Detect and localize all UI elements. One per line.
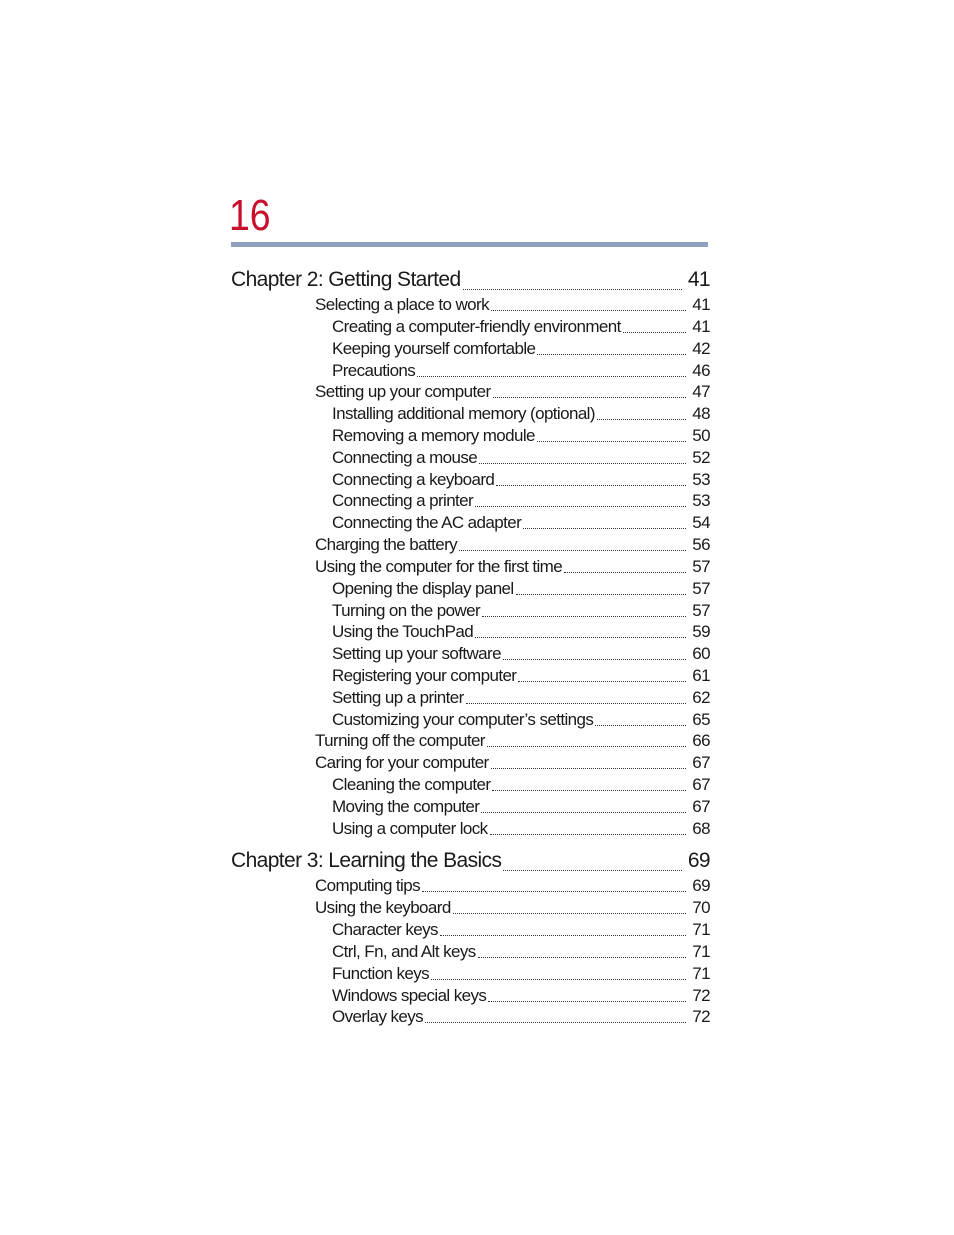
toc-entry[interactable] <box>332 470 710 490</box>
dot-leader <box>482 616 686 617</box>
toc-entry-page: 52 <box>692 448 710 467</box>
toc-entry-title: Character keys <box>332 920 438 939</box>
dot-leader <box>523 528 686 529</box>
toc-entry-title: Charging the battery <box>315 535 458 554</box>
toc-entry-page: 59 <box>692 622 710 641</box>
toc-entry-title: Using the keyboard <box>315 898 451 917</box>
toc-entry-title: Connecting a printer <box>332 491 474 510</box>
dot-leader <box>488 1001 686 1002</box>
toc-entry-page: 72 <box>692 986 710 1005</box>
toc-entry-title: Turning on the power <box>332 601 481 620</box>
toc-entry[interactable] <box>332 426 710 446</box>
toc-entry-page: 53 <box>692 491 710 510</box>
toc-entry-page: 41 <box>692 317 710 336</box>
dot-leader <box>564 572 686 573</box>
dot-leader <box>503 870 681 871</box>
toc-entry[interactable] <box>332 513 710 533</box>
toc-entry[interactable] <box>315 535 710 555</box>
toc-entry-title: Cleaning the computer <box>332 775 491 794</box>
toc-entry[interactable] <box>315 557 710 577</box>
toc-entry-title: Setting up your computer <box>315 382 491 401</box>
toc-entry[interactable] <box>332 666 710 686</box>
toc-entry-title: Computing tips <box>315 876 420 895</box>
toc-entry-page: 67 <box>692 753 710 772</box>
toc-entry[interactable] <box>332 710 710 730</box>
dot-leader <box>493 397 686 398</box>
toc-entry-title: Opening the display panel <box>332 579 514 598</box>
dot-leader <box>478 957 686 958</box>
dot-leader <box>481 812 686 813</box>
dot-leader <box>479 463 686 464</box>
dot-leader <box>417 376 686 377</box>
dot-leader <box>463 289 682 290</box>
toc-entry-page: 56 <box>692 535 710 554</box>
toc-entry-page: 70 <box>692 898 710 917</box>
toc-entry-title: Connecting a mouse <box>332 448 478 467</box>
toc-entry[interactable] <box>315 876 710 896</box>
dot-leader <box>492 790 686 791</box>
toc-entry-title: Moving the computer <box>332 797 480 816</box>
toc-entry-title: Using the computer for the first time <box>315 557 563 576</box>
dot-leader <box>440 935 686 936</box>
toc-entry-page: 62 <box>692 688 710 707</box>
toc-entry-page: 46 <box>692 361 710 380</box>
toc-entry[interactable] <box>315 295 710 315</box>
toc-entry-page: 69 <box>687 849 710 872</box>
toc-entry-title: Setting up your software <box>332 644 501 663</box>
dot-leader <box>491 310 686 311</box>
toc-entry[interactable] <box>332 579 710 599</box>
dot-leader <box>503 659 686 660</box>
toc-entry-page: 61 <box>692 666 710 685</box>
toc-entry[interactable] <box>332 622 710 642</box>
toc-entry[interactable] <box>315 898 710 918</box>
toc-entry-title: Customizing your computer’s settings <box>332 710 594 729</box>
toc-entry[interactable] <box>315 382 710 402</box>
toc-entry-page: 66 <box>692 731 710 750</box>
dot-leader <box>491 768 686 769</box>
toc-entry-page: 68 <box>692 819 710 838</box>
toc-entry-page: 57 <box>692 601 710 620</box>
toc-entry-title: Creating a computer-friendly environment <box>332 317 621 336</box>
toc-entry[interactable] <box>315 731 710 751</box>
toc-entry[interactable] <box>332 361 710 381</box>
dot-leader <box>453 913 686 914</box>
toc-entry-title: Removing a memory module <box>332 426 535 445</box>
toc-entry-title: Connecting a keyboard <box>332 470 495 489</box>
dot-leader <box>518 681 686 682</box>
dot-leader <box>475 637 686 638</box>
toc-entry-page: 71 <box>692 942 710 961</box>
toc-entry[interactable] <box>332 819 710 839</box>
toc-entry-page: 69 <box>692 876 710 895</box>
dot-leader <box>425 1022 686 1023</box>
toc-entry-title: Ctrl, Fn, and Alt keys <box>332 942 476 961</box>
toc-entry-title: Registering your computer <box>332 666 517 685</box>
toc-entry-page: 41 <box>692 295 710 314</box>
toc-entry-title: Chapter 2: Getting Started <box>231 268 461 291</box>
toc-entry-title: Installing additional memory (optional) <box>332 404 595 423</box>
toc-entry-page: 72 <box>692 1007 710 1026</box>
toc-entry-page: 67 <box>692 797 710 816</box>
toc-entry-title: Overlay keys <box>332 1007 424 1026</box>
dot-leader <box>537 441 686 442</box>
dot-leader <box>459 550 686 551</box>
toc-entry-page: 47 <box>692 382 710 401</box>
toc-entry-page: 71 <box>692 920 710 939</box>
toc-entry-title: Using a computer lock <box>332 819 488 838</box>
toc-entry-page: 57 <box>692 579 710 598</box>
toc-entry-page: 54 <box>692 513 710 532</box>
toc-entry-page: 60 <box>692 644 710 663</box>
dot-leader <box>516 594 686 595</box>
dot-leader <box>595 725 686 726</box>
toc-entry[interactable] <box>315 753 710 773</box>
dot-leader <box>496 485 686 486</box>
toc-entry-page: 57 <box>692 557 710 576</box>
toc-entry-title: Caring for your computer <box>315 753 489 772</box>
toc-entry-page: 48 <box>692 404 710 423</box>
toc-entry[interactable] <box>332 601 710 621</box>
toc-entry[interactable] <box>332 942 710 962</box>
toc-entry-page: 41 <box>687 268 710 291</box>
dot-leader <box>422 891 686 892</box>
dot-leader <box>475 506 686 507</box>
toc-entry-page: 67 <box>692 775 710 794</box>
dot-leader <box>487 746 686 747</box>
toc-entry-title: Using the TouchPad <box>332 622 474 641</box>
toc-entry-page: 50 <box>692 426 710 445</box>
toc-entry-title: Connecting the AC adapter <box>332 513 522 532</box>
toc-entry-title: Chapter 3: Learning the Basics <box>231 849 502 872</box>
dot-leader <box>466 703 686 704</box>
toc-entry[interactable] <box>332 688 710 708</box>
toc-chapter-entry[interactable] <box>231 849 710 875</box>
toc-entry[interactable] <box>332 920 710 940</box>
dot-leader <box>431 979 686 980</box>
toc-entry[interactable] <box>332 797 710 817</box>
toc-entry-page: 71 <box>692 964 710 983</box>
toc-entry[interactable] <box>332 448 710 468</box>
toc-entry-title: Setting up a printer <box>332 688 464 707</box>
toc-entry-page: 65 <box>692 710 710 729</box>
header-rule <box>231 242 708 247</box>
toc-entry[interactable] <box>332 775 710 795</box>
toc-entry[interactable] <box>332 964 710 984</box>
toc-entry-title: Selecting a place to work <box>315 295 489 314</box>
toc-entry[interactable] <box>332 1007 710 1027</box>
toc-entry[interactable] <box>332 404 710 424</box>
toc-entry-title: Windows special keys <box>332 986 487 1005</box>
toc-entry[interactable] <box>332 986 710 1006</box>
dot-leader <box>537 354 686 355</box>
dot-leader <box>623 332 686 333</box>
toc-entry[interactable] <box>332 644 710 664</box>
toc-entry[interactable] <box>332 339 710 359</box>
toc-entry-title: Turning off the computer <box>315 731 485 750</box>
toc-entry-page: 42 <box>692 339 710 358</box>
dot-leader <box>490 834 686 835</box>
toc-entry-page: 53 <box>692 470 710 489</box>
toc-entry[interactable] <box>332 317 710 337</box>
toc-entry-title: Keeping yourself comfortable <box>332 339 536 358</box>
toc-entry-title: Function keys <box>332 964 430 983</box>
page-number: 16 <box>229 191 271 240</box>
toc-entry-title: Precautions <box>332 361 416 380</box>
toc-entry[interactable] <box>332 491 710 511</box>
toc-chapter-entry[interactable] <box>231 268 710 294</box>
dot-leader <box>597 419 686 420</box>
